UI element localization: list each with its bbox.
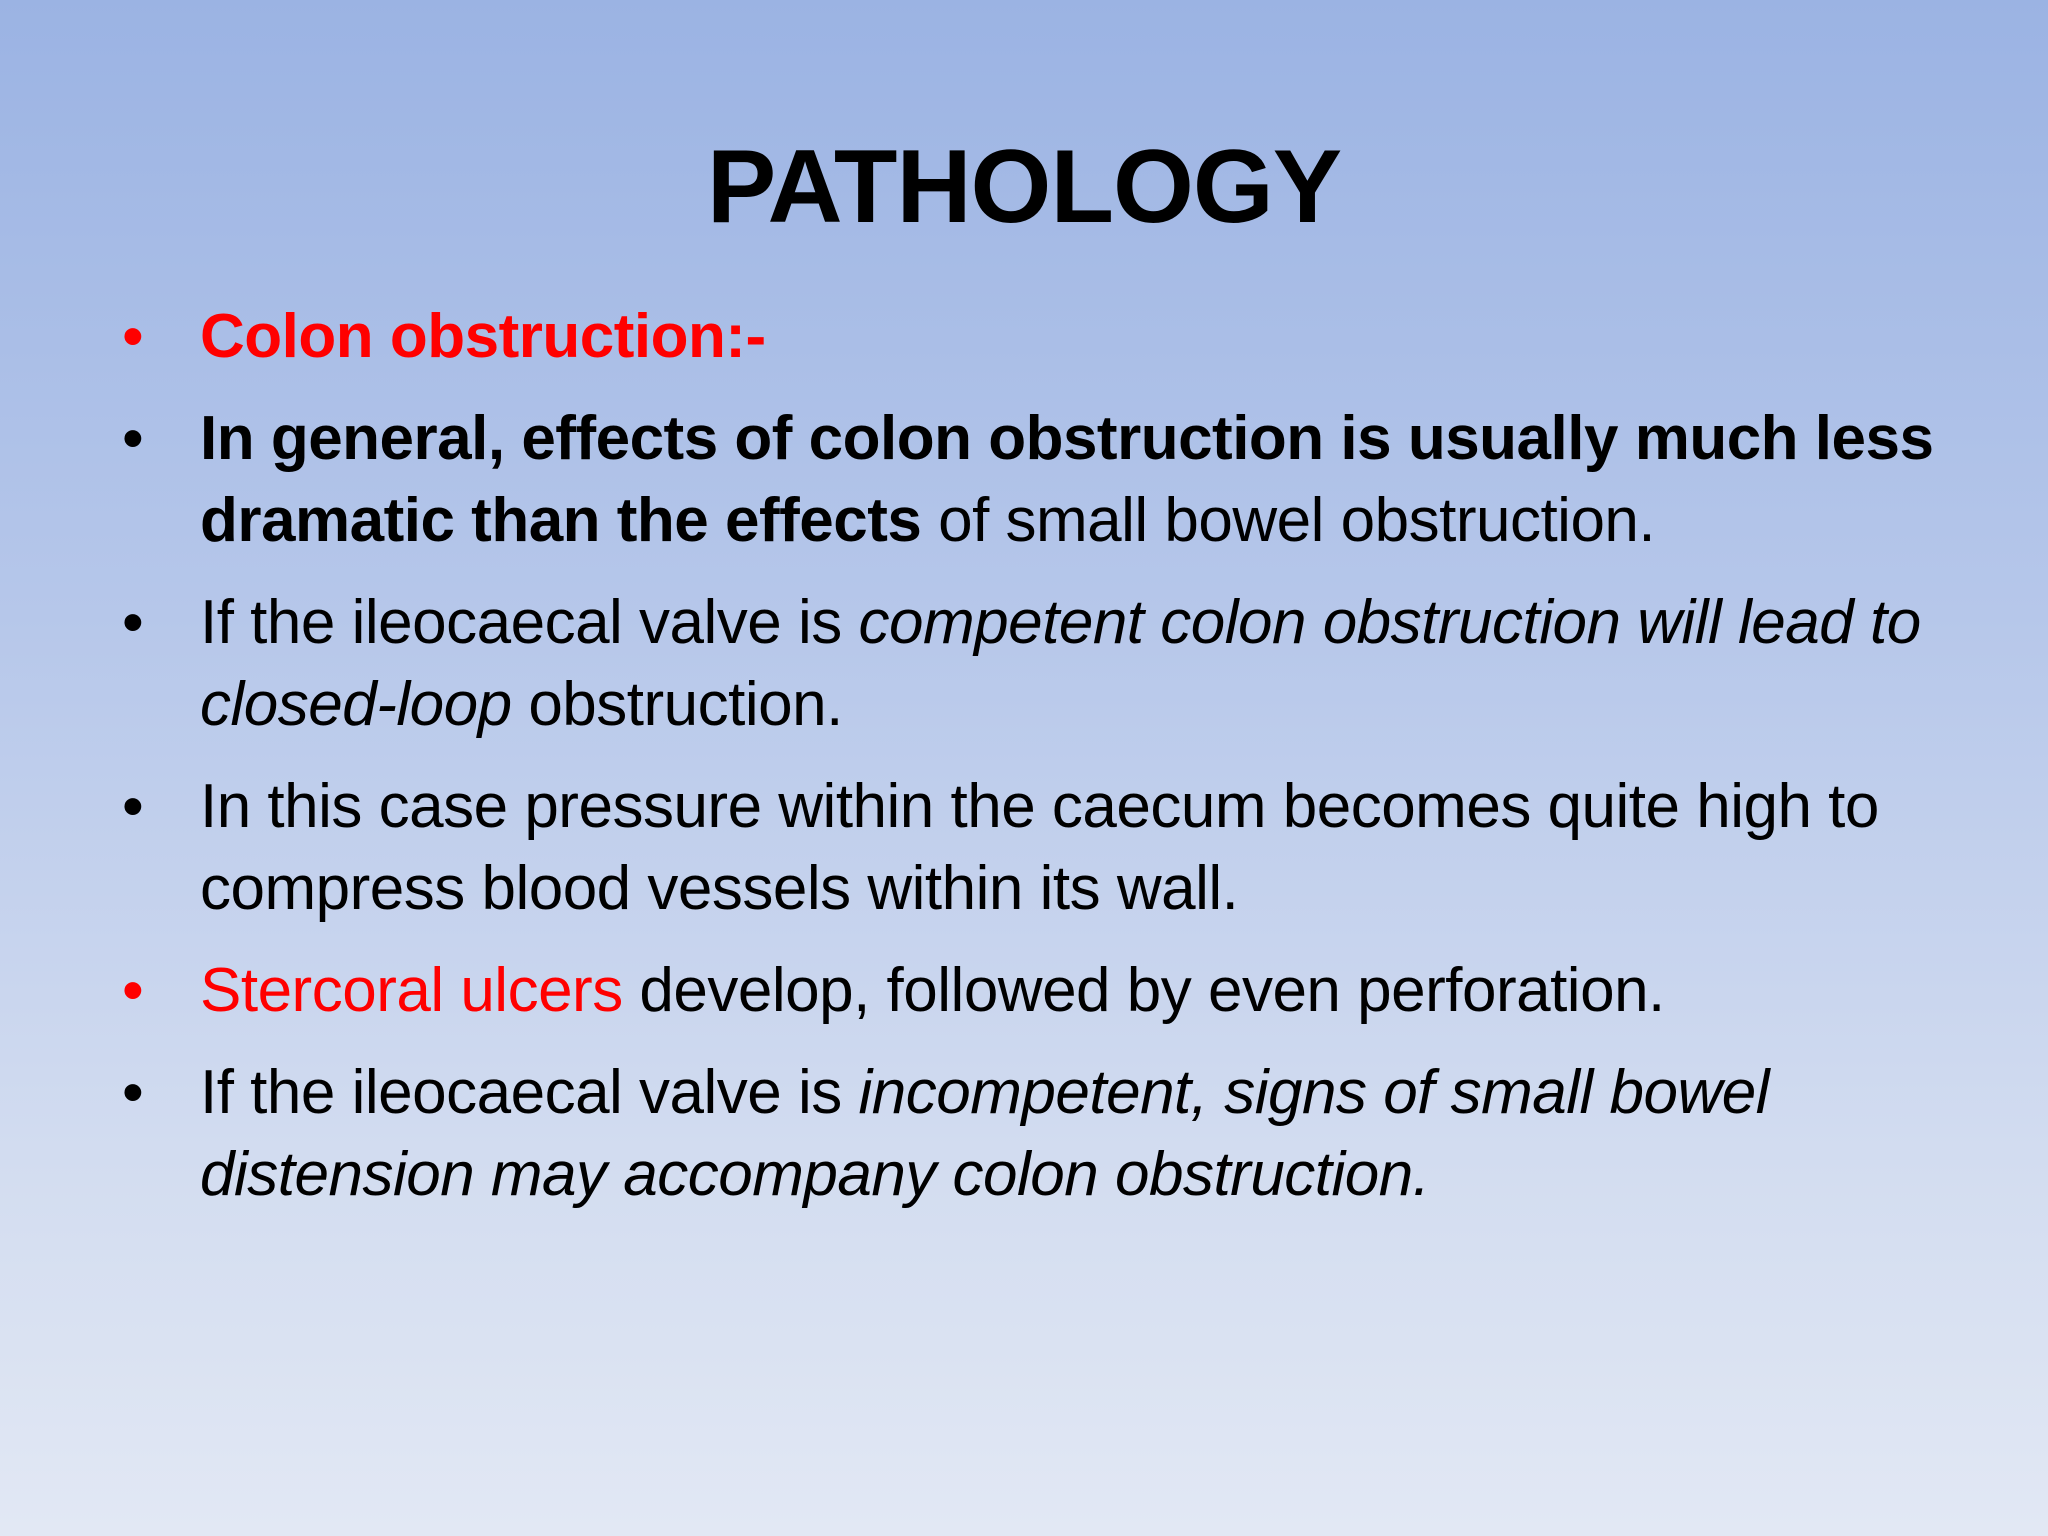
bullet-item-colon-obstruction	[118, 296, 1958, 378]
bullet-icon: •	[122, 302, 144, 371]
bullet-text: In this case pressure within the caecum becomes quite high to compress blood vessels within its wall.	[200, 772, 1879, 923]
bullet-list	[118, 296, 1958, 1236]
bullet-text-lead: If the ileocaecal valve is	[200, 1058, 859, 1127]
slide-title: PATHOLOGY	[706, 129, 1342, 245]
bullet-icon: •	[122, 404, 144, 473]
bullet-item-incompetent-valve	[118, 1052, 1958, 1216]
bullet-item-caecum-pressure	[118, 766, 1958, 930]
bullet-item-general-effects	[118, 398, 1958, 562]
bullet-text: of small bowel obstruction.	[921, 486, 1656, 555]
bullet-text: develop, followed by even perforation.	[622, 956, 1665, 1025]
bullet-heading: Colon obstruction:-	[200, 302, 766, 371]
bullet-icon: •	[122, 588, 144, 657]
bullet-icon: •	[122, 956, 144, 1025]
bullet-icon: •	[122, 772, 144, 841]
bullet-italic-text: incompetent, signs of small bowel distension may accompany colon obstruction.	[200, 1058, 1770, 1209]
bullet-text-tail: obstruction.	[511, 670, 843, 739]
bullet-icon: •	[122, 1058, 144, 1127]
bullet-text-lead: If the ileocaecal valve is	[200, 588, 859, 657]
bullet-bold-text: In general, effects of colon obstruction is usually much less dramatic than the effects	[200, 404, 1934, 555]
bullet-item-competent-valve	[118, 582, 1958, 746]
bullet-red-text: Stercoral ulcers	[200, 956, 623, 1025]
bullet-item-stercoral-ulcers	[118, 950, 1958, 1032]
bullet-italic-text: competent colon obstruction will lead to closed-loop	[200, 588, 1921, 739]
